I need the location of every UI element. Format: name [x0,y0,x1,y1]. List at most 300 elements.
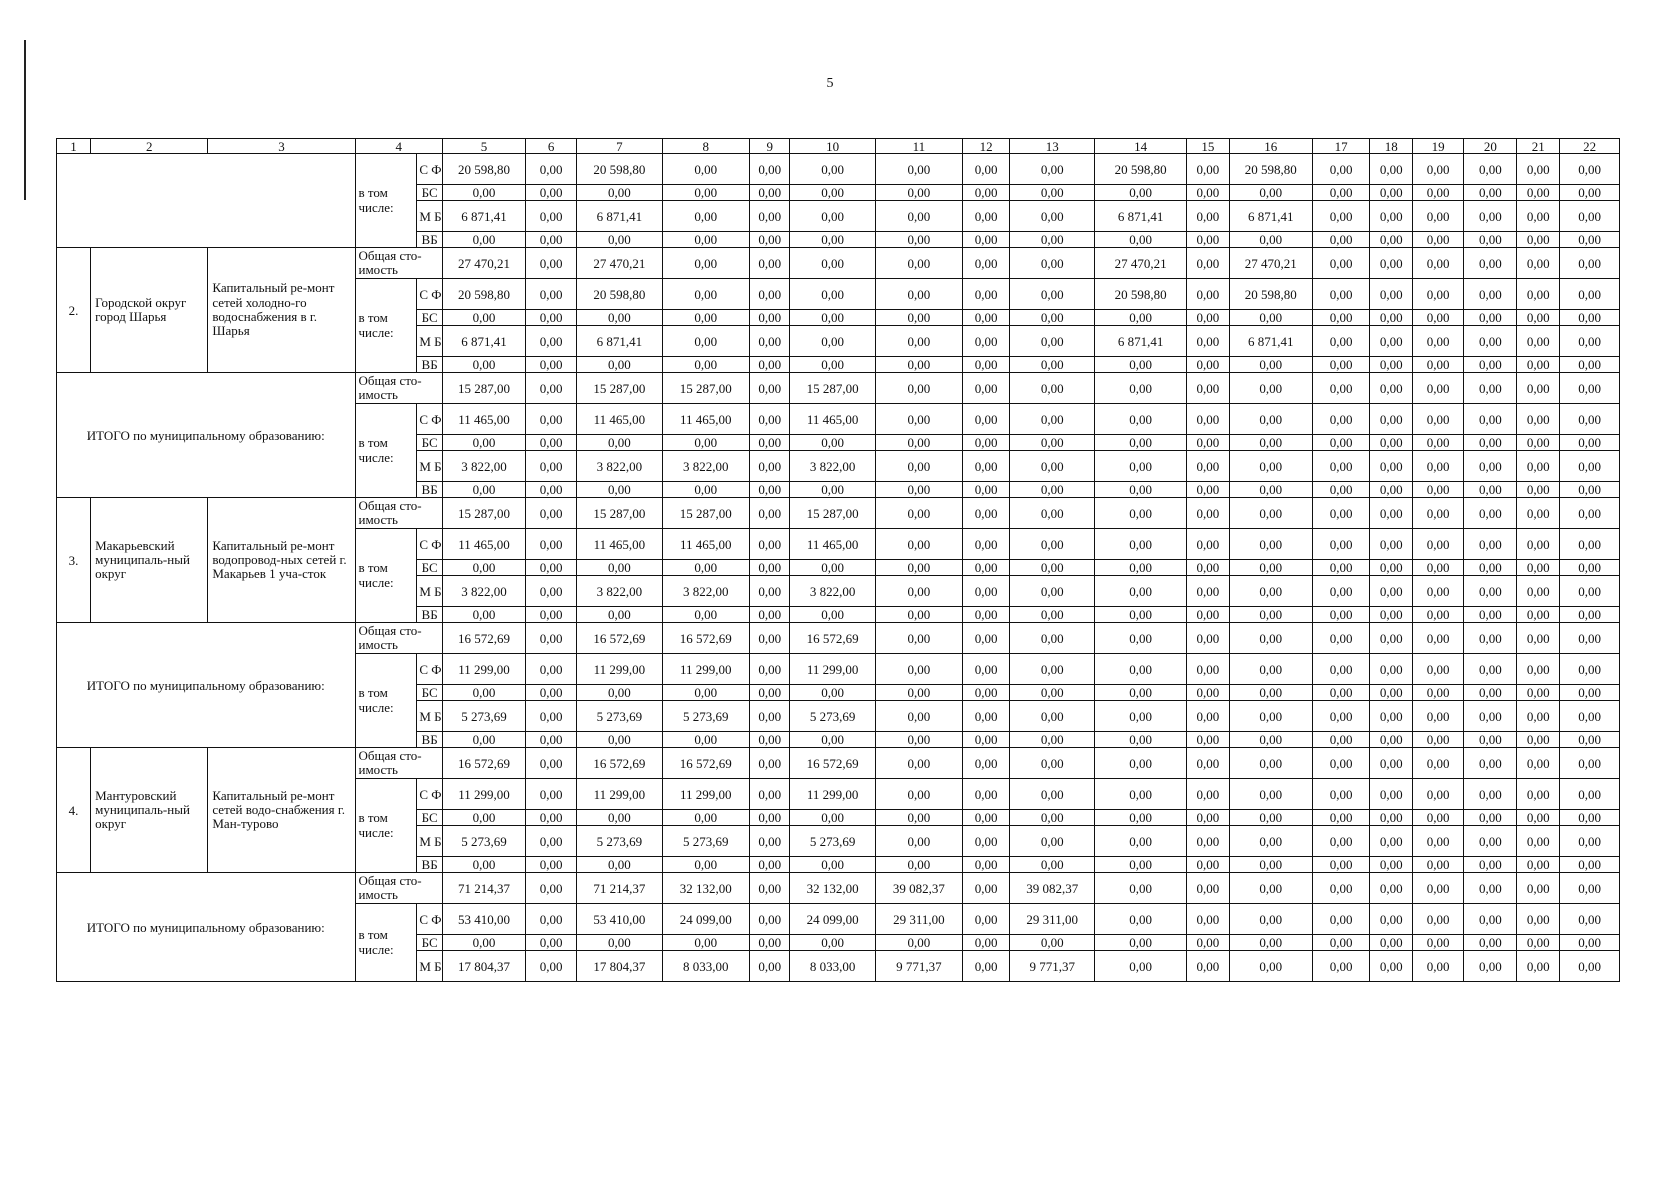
continuation-blank [57,154,356,248]
amount-cell: 16 572,69 [577,748,662,779]
amount-cell: 0,00 [1464,732,1517,748]
amount-cell: 0,00 [1229,373,1312,404]
amount-cell: 0,00 [1517,576,1560,607]
amount-cell: 0,00 [1187,560,1230,576]
amount-cell: 0,00 [1187,529,1230,560]
funding-source-code: БС [417,810,443,826]
amount-cell: 0,00 [1517,435,1560,451]
amount-cell: 0,00 [526,185,577,201]
amount-cell: 6 871,41 [577,201,662,232]
amount-cell: 0,00 [1517,810,1560,826]
amount-cell: 0,00 [1413,935,1464,951]
amount-cell: 0,00 [749,810,790,826]
amount-cell: 39 082,37 [875,873,962,904]
amount-cell: 11 299,00 [662,779,749,810]
amount-cell: 0,00 [1464,248,1517,279]
amount-cell: 0,00 [1464,607,1517,623]
amount-cell: 0,00 [875,498,962,529]
amount-cell: 11 299,00 [662,654,749,685]
amount-cell: 0,00 [1413,701,1464,732]
amount-cell: 0,00 [875,435,962,451]
amount-cell: 11 465,00 [577,404,662,435]
amount-cell: 0,00 [1560,951,1620,982]
amount-cell: 0,00 [1229,904,1312,935]
amount-cell: 11 299,00 [442,654,525,685]
amount-cell: 53 410,00 [442,904,525,935]
amount-cell: 0,00 [963,232,1010,248]
amount-cell: 0,00 [526,654,577,685]
amount-cell: 0,00 [1370,373,1413,404]
amount-cell: 0,00 [1370,248,1413,279]
amount-cell: 0,00 [1464,357,1517,373]
amount-cell: 15 287,00 [577,373,662,404]
amount-cell: 0,00 [1095,685,1187,701]
total-cost-label: Общая сто-имость [355,373,442,404]
amount-cell: 0,00 [1464,810,1517,826]
amount-cell: 0,00 [1464,482,1517,498]
amount-cell: 0,00 [1370,576,1413,607]
amount-cell: 0,00 [1560,482,1620,498]
amount-cell: 0,00 [577,435,662,451]
amount-cell: 0,00 [1464,560,1517,576]
amount-cell: 6 871,41 [1095,326,1187,357]
amount-cell: 0,00 [963,607,1010,623]
amount-cell: 0,00 [1517,623,1560,654]
amount-cell: 0,00 [749,482,790,498]
amount-cell: 0,00 [790,279,875,310]
amount-cell: 0,00 [1095,826,1187,857]
amount-cell: 0,00 [749,373,790,404]
amount-cell: 0,00 [749,623,790,654]
amount-cell: 0,00 [1517,779,1560,810]
amount-cell: 0,00 [1187,498,1230,529]
amount-cell: 0,00 [1464,310,1517,326]
amount-cell: 0,00 [1095,904,1187,935]
amount-cell: 0,00 [1560,779,1620,810]
amount-cell: 0,00 [1517,826,1560,857]
amount-cell: 0,00 [1229,748,1312,779]
amount-cell: 0,00 [1010,185,1095,201]
amount-cell: 0,00 [526,482,577,498]
amount-cell: 11 465,00 [442,404,525,435]
amount-cell: 0,00 [442,435,525,451]
amount-cell: 20 598,80 [1095,154,1187,185]
amount-cell: 0,00 [1517,748,1560,779]
amount-cell: 0,00 [1370,451,1413,482]
amount-cell: 0,00 [577,482,662,498]
amount-cell: 0,00 [790,935,875,951]
amount-cell: 0,00 [963,623,1010,654]
amount-cell: 0,00 [875,529,962,560]
amount-cell: 0,00 [963,154,1010,185]
amount-cell: 0,00 [1560,935,1620,951]
funding-source-code: БС [417,560,443,576]
amount-cell: 9 771,37 [875,951,962,982]
amount-cell: 11 465,00 [662,404,749,435]
amount-cell: 0,00 [1464,654,1517,685]
including-label: в том числе: [355,279,417,373]
column-number-header: 11 [875,139,962,154]
amount-cell: 0,00 [1517,154,1560,185]
amount-cell: 0,00 [1095,701,1187,732]
amount-cell: 0,00 [526,529,577,560]
amount-cell: 16 572,69 [662,623,749,654]
amount-cell: 32 132,00 [790,873,875,904]
amount-cell: 0,00 [1312,748,1370,779]
amount-cell: 0,00 [1229,232,1312,248]
amount-cell: 0,00 [1187,248,1230,279]
amount-cell: 0,00 [790,732,875,748]
amount-cell: 5 273,69 [662,701,749,732]
column-number-header: 13 [1010,139,1095,154]
amount-cell: 5 273,69 [790,701,875,732]
amount-cell: 11 465,00 [577,529,662,560]
amount-cell: 0,00 [875,701,962,732]
amount-cell: 0,00 [749,826,790,857]
amount-cell: 0,00 [1413,404,1464,435]
amount-cell: 0,00 [1312,560,1370,576]
amount-cell: 0,00 [790,248,875,279]
funding-source-code: С Ф [417,279,443,310]
amount-cell: 0,00 [749,279,790,310]
funding-source-code: М Б [417,576,443,607]
amount-cell: 0,00 [1413,654,1464,685]
amount-cell: 0,00 [749,232,790,248]
amount-cell: 0,00 [526,748,577,779]
amount-cell: 0,00 [1464,748,1517,779]
amount-cell: 0,00 [1187,935,1230,951]
amount-cell: 0,00 [526,357,577,373]
amount-cell: 0,00 [1010,326,1095,357]
amount-cell: 0,00 [1229,404,1312,435]
amount-cell: 0,00 [875,732,962,748]
amount-cell: 0,00 [875,326,962,357]
amount-cell: 0,00 [790,560,875,576]
including-label: в том числе: [355,404,417,498]
amount-cell: 0,00 [1517,529,1560,560]
amount-cell: 0,00 [963,357,1010,373]
amount-cell: 0,00 [1312,701,1370,732]
amount-cell: 0,00 [749,951,790,982]
column-number-header: 22 [1560,139,1620,154]
amount-cell: 0,00 [1095,482,1187,498]
amount-cell: 0,00 [1312,248,1370,279]
table-row [57,748,1620,779]
amount-cell: 3 822,00 [790,451,875,482]
funding-source-code: БС [417,935,443,951]
amount-cell: 0,00 [1187,232,1230,248]
amount-cell: 0,00 [1464,529,1517,560]
amount-cell: 0,00 [577,232,662,248]
amount-cell: 0,00 [963,826,1010,857]
amount-cell: 0,00 [1229,654,1312,685]
amount-cell: 0,00 [1312,904,1370,935]
amount-cell: 0,00 [1560,404,1620,435]
amount-cell: 3 822,00 [442,576,525,607]
amount-cell: 0,00 [963,810,1010,826]
table-row [57,623,1620,654]
amount-cell: 0,00 [1560,685,1620,701]
amount-cell: 0,00 [526,904,577,935]
amount-cell: 0,00 [1560,326,1620,357]
row-number: 2. [57,248,91,373]
page-number: 5 [826,76,834,91]
amount-cell: 0,00 [1312,935,1370,951]
amount-cell: 27 470,21 [1095,248,1187,279]
amount-cell: 0,00 [1370,435,1413,451]
amount-cell: 0,00 [1413,826,1464,857]
column-number-header: 1 [57,139,91,154]
amount-cell: 0,00 [1312,873,1370,904]
amount-cell: 0,00 [749,498,790,529]
amount-cell: 0,00 [1370,201,1413,232]
amount-cell: 0,00 [1560,357,1620,373]
amount-cell: 0,00 [1413,560,1464,576]
funding-source-code: М Б [417,326,443,357]
amount-cell: 8 033,00 [790,951,875,982]
amount-cell: 0,00 [749,529,790,560]
amount-cell: 0,00 [442,482,525,498]
amount-cell: 0,00 [1095,404,1187,435]
amount-cell: 0,00 [526,373,577,404]
amount-cell: 0,00 [442,857,525,873]
amount-cell: 5 273,69 [577,701,662,732]
amount-cell: 17 804,37 [577,951,662,982]
total-cost-label: Общая сто-имость [355,748,442,779]
column-number-header: 16 [1229,139,1312,154]
amount-cell: 0,00 [1312,951,1370,982]
amount-cell: 0,00 [526,435,577,451]
amount-cell: 0,00 [526,685,577,701]
amount-cell: 11 299,00 [790,654,875,685]
amount-cell: 0,00 [1517,857,1560,873]
amount-cell: 0,00 [577,857,662,873]
amount-cell: 0,00 [1560,185,1620,201]
amount-cell: 0,00 [442,607,525,623]
amount-cell: 0,00 [526,607,577,623]
column-number-header: 19 [1413,139,1464,154]
amount-cell: 0,00 [875,404,962,435]
amount-cell: 0,00 [875,857,962,873]
amount-cell: 0,00 [442,935,525,951]
amount-cell: 0,00 [963,373,1010,404]
amount-cell: 0,00 [526,232,577,248]
amount-cell: 0,00 [963,404,1010,435]
amount-cell: 0,00 [1413,685,1464,701]
funding-source-code: ВБ [417,732,443,748]
amount-cell: 0,00 [1312,373,1370,404]
amount-cell: 0,00 [1413,326,1464,357]
amount-cell: 0,00 [1517,904,1560,935]
amount-cell: 0,00 [963,748,1010,779]
amount-cell: 0,00 [442,357,525,373]
amount-cell: 0,00 [526,310,577,326]
amount-cell: 0,00 [1370,498,1413,529]
amount-cell: 0,00 [1010,154,1095,185]
amount-cell: 11 299,00 [577,779,662,810]
amount-cell: 0,00 [1517,607,1560,623]
amount-cell: 0,00 [1464,951,1517,982]
amount-cell: 0,00 [875,232,962,248]
amount-cell: 0,00 [1517,951,1560,982]
amount-cell: 0,00 [1010,482,1095,498]
amount-cell: 0,00 [1413,373,1464,404]
amount-cell: 0,00 [1464,232,1517,248]
amount-cell: 0,00 [662,232,749,248]
amount-cell: 0,00 [749,357,790,373]
amount-cell: 0,00 [749,873,790,904]
amount-cell: 0,00 [1464,701,1517,732]
funding-source-code: С Ф [417,529,443,560]
amount-cell: 5 273,69 [442,701,525,732]
object-name: Капитальный ре-монт сетей водо-снабжения г. Ман-турово [208,748,355,873]
amount-cell: 0,00 [577,732,662,748]
amount-cell: 0,00 [963,904,1010,935]
amount-cell: 0,00 [1413,451,1464,482]
amount-cell: 0,00 [1095,232,1187,248]
amount-cell: 0,00 [662,482,749,498]
amount-cell: 0,00 [1187,654,1230,685]
amount-cell: 15 287,00 [442,498,525,529]
column-number-header: 12 [963,139,1010,154]
amount-cell: 0,00 [1560,201,1620,232]
amount-cell: 0,00 [1464,279,1517,310]
amount-cell: 20 598,80 [442,154,525,185]
amount-cell: 0,00 [749,654,790,685]
amount-cell: 0,00 [1095,576,1187,607]
amount-cell: 0,00 [1517,185,1560,201]
amount-cell: 0,00 [662,201,749,232]
amount-cell: 0,00 [442,185,525,201]
amount-cell: 0,00 [1560,748,1620,779]
amount-cell: 11 465,00 [790,404,875,435]
amount-cell: 0,00 [526,154,577,185]
amount-cell: 0,00 [1560,560,1620,576]
amount-cell: 16 572,69 [577,623,662,654]
amount-cell: 15 287,00 [662,373,749,404]
amount-cell: 0,00 [1312,685,1370,701]
amount-cell: 0,00 [1312,279,1370,310]
amount-cell: 0,00 [875,310,962,326]
amount-cell: 0,00 [577,310,662,326]
amount-cell: 6 871,41 [1229,326,1312,357]
amount-cell: 0,00 [1464,498,1517,529]
amount-cell: 11 299,00 [577,654,662,685]
amount-cell: 15 287,00 [790,373,875,404]
amount-cell: 0,00 [662,607,749,623]
amount-cell: 29 311,00 [1010,904,1095,935]
amount-cell: 0,00 [1229,826,1312,857]
amount-cell: 0,00 [1095,873,1187,904]
amount-cell: 0,00 [1413,951,1464,982]
amount-cell: 0,00 [1560,279,1620,310]
amount-cell: 0,00 [1517,451,1560,482]
amount-cell: 17 804,37 [442,951,525,982]
amount-cell: 0,00 [1010,810,1095,826]
amount-cell: 0,00 [662,326,749,357]
amount-cell: 0,00 [1517,732,1560,748]
amount-cell: 11 465,00 [790,529,875,560]
amount-cell: 0,00 [875,623,962,654]
amount-cell: 0,00 [662,279,749,310]
amount-cell: 0,00 [749,779,790,810]
amount-cell: 0,00 [1464,451,1517,482]
amount-cell: 0,00 [1517,482,1560,498]
amount-cell: 0,00 [1370,310,1413,326]
amount-cell: 0,00 [1464,623,1517,654]
amount-cell: 0,00 [1312,232,1370,248]
amount-cell: 24 099,00 [790,904,875,935]
amount-cell: 0,00 [1370,529,1413,560]
amount-cell: 0,00 [1517,279,1560,310]
amount-cell: 0,00 [526,404,577,435]
amount-cell: 0,00 [1413,576,1464,607]
amount-cell: 0,00 [875,685,962,701]
amount-cell: 0,00 [1517,654,1560,685]
amount-cell: 0,00 [1413,279,1464,310]
amount-cell: 0,00 [1370,826,1413,857]
amount-cell: 0,00 [875,779,962,810]
amount-cell: 0,00 [1413,310,1464,326]
total-cost-label: Общая сто-имость [355,248,442,279]
amount-cell: 0,00 [1187,373,1230,404]
column-number-header: 21 [1517,139,1560,154]
amount-cell: 0,00 [526,498,577,529]
amount-cell: 39 082,37 [1010,873,1095,904]
amount-cell: 0,00 [1413,232,1464,248]
amount-cell: 0,00 [526,826,577,857]
amount-cell: 0,00 [1010,654,1095,685]
amount-cell: 0,00 [1229,607,1312,623]
column-number-header: 8 [662,139,749,154]
amount-cell: 0,00 [662,357,749,373]
amount-cell: 0,00 [1312,451,1370,482]
amount-cell: 0,00 [1095,498,1187,529]
amount-cell: 0,00 [1010,498,1095,529]
amount-cell: 0,00 [749,185,790,201]
amount-cell: 0,00 [1560,904,1620,935]
amount-cell: 0,00 [1370,482,1413,498]
row-number: 4. [57,748,91,873]
amount-cell: 0,00 [662,857,749,873]
amount-cell: 0,00 [749,435,790,451]
amount-cell: 6 871,41 [442,326,525,357]
amount-cell: 0,00 [790,857,875,873]
funding-source-code: БС [417,185,443,201]
amount-cell: 0,00 [875,607,962,623]
amount-cell: 0,00 [1464,935,1517,951]
funding-source-code: ВБ [417,857,443,873]
amount-cell: 0,00 [1010,732,1095,748]
amount-cell: 5 273,69 [577,826,662,857]
amount-cell: 0,00 [1010,248,1095,279]
amount-cell: 0,00 [1312,482,1370,498]
amount-cell: 16 572,69 [790,748,875,779]
including-label: в том числе: [355,529,417,623]
amount-cell: 0,00 [662,935,749,951]
funding-source-code: С Ф [417,779,443,810]
amount-cell: 0,00 [1560,154,1620,185]
amount-cell: 0,00 [1187,201,1230,232]
amount-cell: 0,00 [1095,732,1187,748]
amount-cell: 0,00 [1229,779,1312,810]
amount-cell: 0,00 [1229,451,1312,482]
amount-cell: 0,00 [1517,232,1560,248]
amount-cell: 0,00 [1464,826,1517,857]
amount-cell: 16 572,69 [442,623,525,654]
column-number-header: 6 [526,139,577,154]
funding-source-code: ВБ [417,232,443,248]
